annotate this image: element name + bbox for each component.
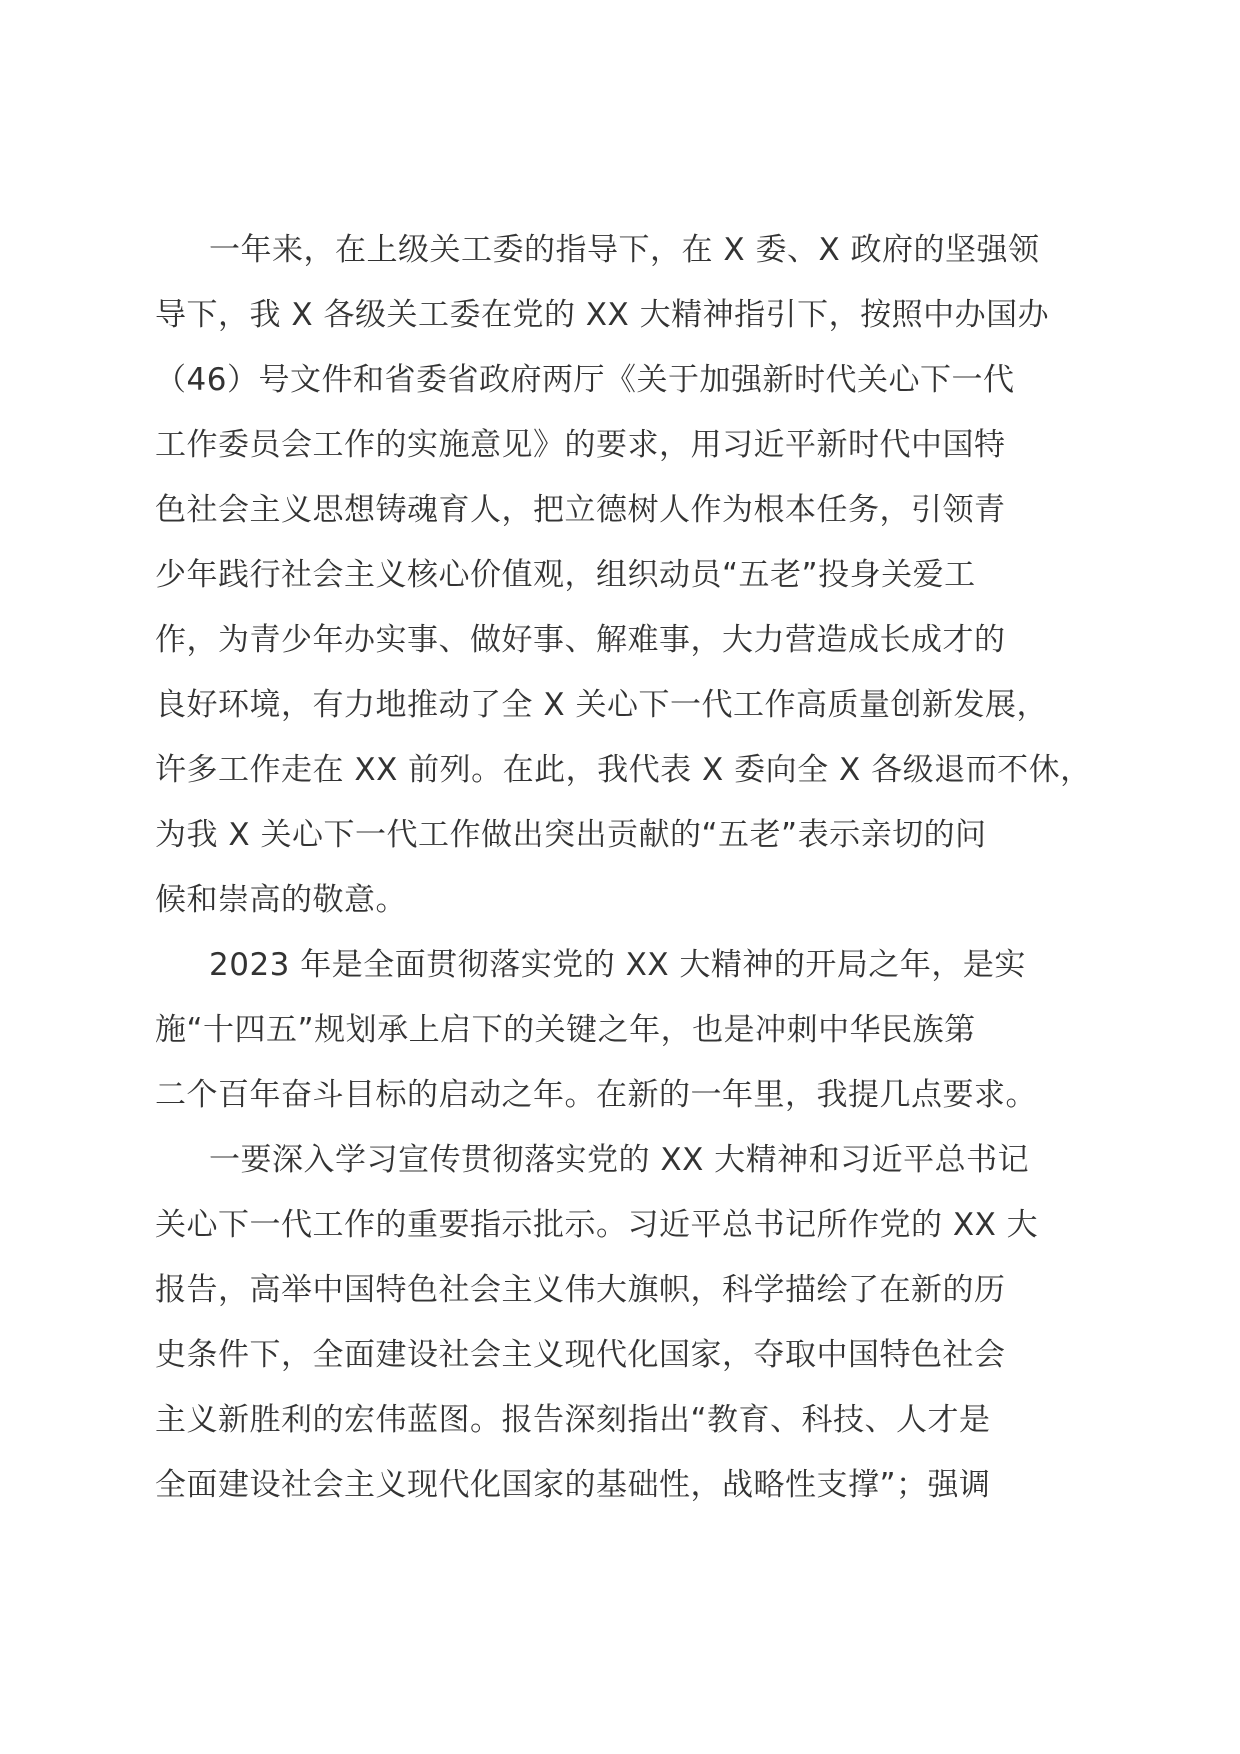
paragraph-2-line-1: 2023 年是全面贯彻落实党的 XX 大精神的开局之年，是实: [209, 947, 1026, 983]
paragraph-3-line-3: 报告，高举中国特色社会主义伟大旗帜，科学描绘了在新的历: [155, 1272, 1006, 1308]
paragraph-1-line-9: 许多工作走在 XX 前列。在此，我代表 X 委向全 X 各级退而不休，: [155, 752, 1092, 788]
paragraph-2-line-2: 施“十四五”规划承上启下的关键之年，也是冲刺中华民族第: [155, 1012, 976, 1048]
paragraph-1-line-6: 少年践行社会主义核心价值观，组织动员“五老”投身关爱工: [155, 557, 976, 593]
paragraph-3-line-1: 一要深入学习宣传贯彻落实党的 XX 大精神和习近平总书记: [209, 1142, 1030, 1178]
paragraph-1-line-11: 候和崇高的敬意。: [155, 882, 407, 918]
paragraph-3-line-2: 关心下一代工作的重要指示批示。习近平总书记所作党的 XX 大: [155, 1207, 1039, 1243]
paragraph-1-line-5: 色社会主义思想铸魂育人，把立德树人作为根本任务，引领青: [155, 492, 1006, 528]
paragraph-1-line-3: （46）号文件和省委省政府两厅《关于加强新时代关心下一代: [155, 362, 1015, 398]
paragraph-1-line-4: 工作委员会工作的实施意见》的要求，用习近平新时代中国特: [155, 427, 1006, 463]
paragraph-1-line-1: 一年来，在上级关工委的指导下，在 X 委、X 政府的坚强领: [209, 232, 1040, 268]
paragraph-3-line-6: 全面建设社会主义现代化国家的基础性，战略性支撑”；强调: [155, 1467, 991, 1503]
document-body: [155, 218, 1115, 1518]
paragraph-3-line-4: 史条件下，全面建设社会主义现代化国家，夺取中国特色社会: [155, 1337, 1006, 1373]
paragraph-1-line-2: 导下，我 X 各级关工委在党的 XX 大精神指引下，按照中办国办: [155, 297, 1050, 333]
paragraph-1-line-8: 良好环境，有力地推动了全 X 关心下一代工作高质量创新发展，: [155, 687, 1048, 723]
paragraph-3-line-5: 主义新胜利的宏伟蓝图。报告深刻指出“教育、科技、人才是: [155, 1402, 991, 1438]
paragraph-1-line-7: 作，为青少年办实事、做好事、解难事，大力营造成长成才的: [155, 622, 1006, 658]
paragraph-1-line-10: 为我 X 关心下一代工作做出突出贡献的“五老”表示亲切的问: [155, 817, 987, 853]
paragraph-2-line-3: 二个百年奋斗目标的启动之年。在新的一年里，我提几点要求。: [155, 1077, 1037, 1113]
